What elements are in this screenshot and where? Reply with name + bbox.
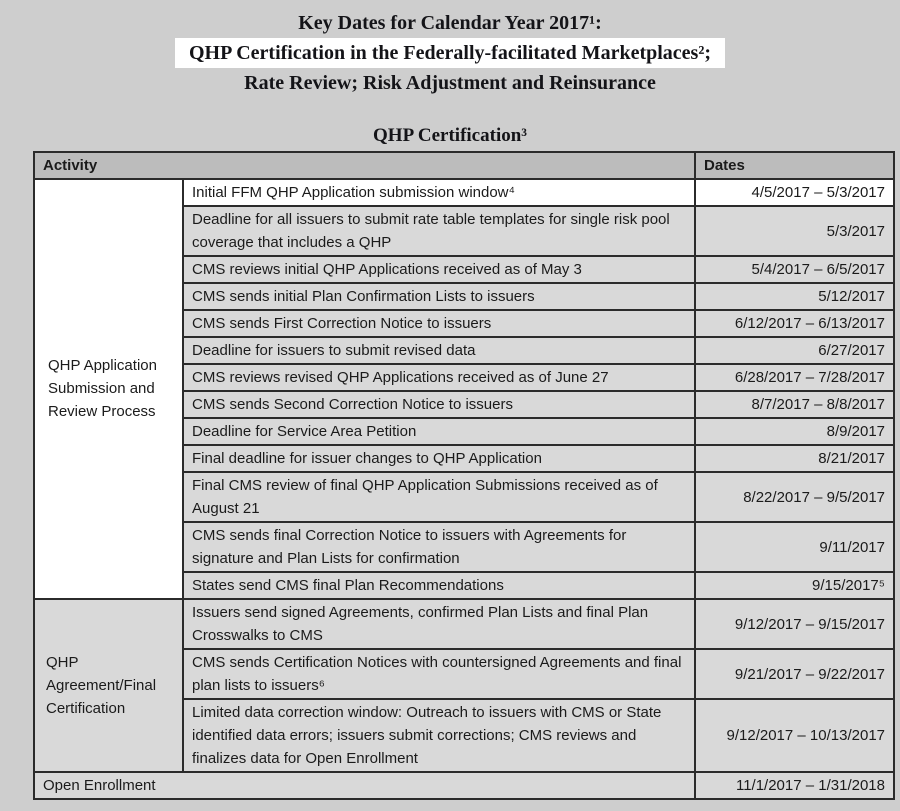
table-row bbox=[34, 599, 894, 649]
activity-task-cell: Final deadline for issuer changes to QHP Application bbox=[183, 445, 695, 472]
activity-task-cell: Initial FFM QHP Application submission window⁴ bbox=[183, 179, 695, 206]
date-cell: 9/12/2017 – 10/13/2017 bbox=[695, 699, 894, 772]
activity-task-cell: Deadline for issuers to submit revised data bbox=[183, 337, 695, 364]
date-cell: 9/21/2017 – 9/22/2017 bbox=[695, 649, 894, 699]
header-row bbox=[34, 152, 894, 179]
activity-group-cell bbox=[34, 599, 183, 772]
activity-task-cell: CMS sends initial Plan Confirmation Lists to issuers bbox=[183, 283, 695, 310]
doc-title bbox=[0, 0, 900, 98]
doc-title-line3: Rate Review; Risk Adjustment and Reinsurance bbox=[244, 72, 656, 94]
date-cell: 5/12/2017 bbox=[695, 283, 894, 310]
activity-task-cell: CMS sends Certification Notices with countersigned Agreements and final plan lists to issuers⁶ bbox=[183, 649, 695, 699]
qhp-certification-table bbox=[33, 151, 895, 800]
table-header bbox=[34, 152, 894, 179]
date-cell: 5/4/2017 – 6/5/2017 bbox=[695, 256, 894, 283]
date-cell: 4/5/2017 – 5/3/2017 bbox=[695, 179, 894, 206]
date-cell: 8/22/2017 – 9/5/2017 bbox=[695, 472, 894, 522]
activity-task-cell: Issuers send signed Agreements, confirmed Plan Lists and final Plan Crosswalks to CMS bbox=[183, 599, 695, 649]
activity-task-cell: Limited data correction window: Outreach to issuers with CMS or State identified data errors; issuers submit corrections; CMS reviews and finalizes data for Open Enrollment bbox=[183, 699, 695, 772]
activity-task-cell: Final CMS review of final QHP Application Submissions received as of August 21 bbox=[183, 472, 695, 522]
date-cell: 11/1/2017 – 1/31/2018 bbox=[695, 772, 894, 799]
doc-title-line1: Key Dates for Calendar Year 2017¹: bbox=[298, 12, 602, 34]
doc-title-line2-highlight: QHP Certification in the Federally-facilitated Marketplaces²; bbox=[175, 38, 725, 68]
activity-group-cell bbox=[34, 179, 183, 599]
date-cell: 9/15/2017⁵ bbox=[695, 572, 894, 599]
activity-task-cell: CMS sends First Correction Notice to issuers bbox=[183, 310, 695, 337]
open-enrollment-cell: Open Enrollment bbox=[34, 772, 695, 799]
activity-task-cell: CMS reviews revised QHP Applications received as of June 27 bbox=[183, 364, 695, 391]
date-cell: 8/7/2017 – 8/8/2017 bbox=[695, 391, 894, 418]
date-cell: 6/12/2017 – 6/13/2017 bbox=[695, 310, 894, 337]
date-cell: 5/3/2017 bbox=[695, 206, 894, 256]
date-cell: 6/27/2017 bbox=[695, 337, 894, 364]
activity-task-cell: CMS reviews initial QHP Applications received as of May 3 bbox=[183, 256, 695, 283]
table-row-open-enrollment bbox=[34, 772, 894, 799]
activity-task-cell: CMS sends final Correction Notice to issuers with Agreements for signature and Plan Lists for confirmation bbox=[183, 522, 695, 572]
activity-task-cell: Deadline for Service Area Petition bbox=[183, 418, 695, 445]
table-title: QHP Certification³ bbox=[373, 125, 527, 146]
column-header-dates: Dates bbox=[695, 152, 894, 179]
activity-task-cell: States send CMS final Plan Recommendations bbox=[183, 572, 695, 599]
activity-task-cell: Deadline for all issuers to submit rate table templates for single risk pool coverage that includes a QHP bbox=[183, 206, 695, 256]
activity-task-cell: CMS sends Second Correction Notice to issuers bbox=[183, 391, 695, 418]
date-cell: 8/21/2017 bbox=[695, 445, 894, 472]
date-cell: 8/9/2017 bbox=[695, 418, 894, 445]
table-row bbox=[34, 179, 894, 206]
activity-group-label: QHP Agreement/Final Certification bbox=[46, 653, 157, 717]
date-cell: 9/11/2017 bbox=[695, 522, 894, 572]
activity-group-label: QHP Application Submission and Review Process bbox=[43, 353, 174, 425]
date-cell: 6/28/2017 – 7/28/2017 bbox=[695, 364, 894, 391]
doc-title-line2 bbox=[0, 38, 900, 68]
column-header-activity: Activity bbox=[34, 152, 695, 179]
date-cell: 9/12/2017 – 9/15/2017 bbox=[695, 599, 894, 649]
table-body bbox=[34, 179, 894, 799]
